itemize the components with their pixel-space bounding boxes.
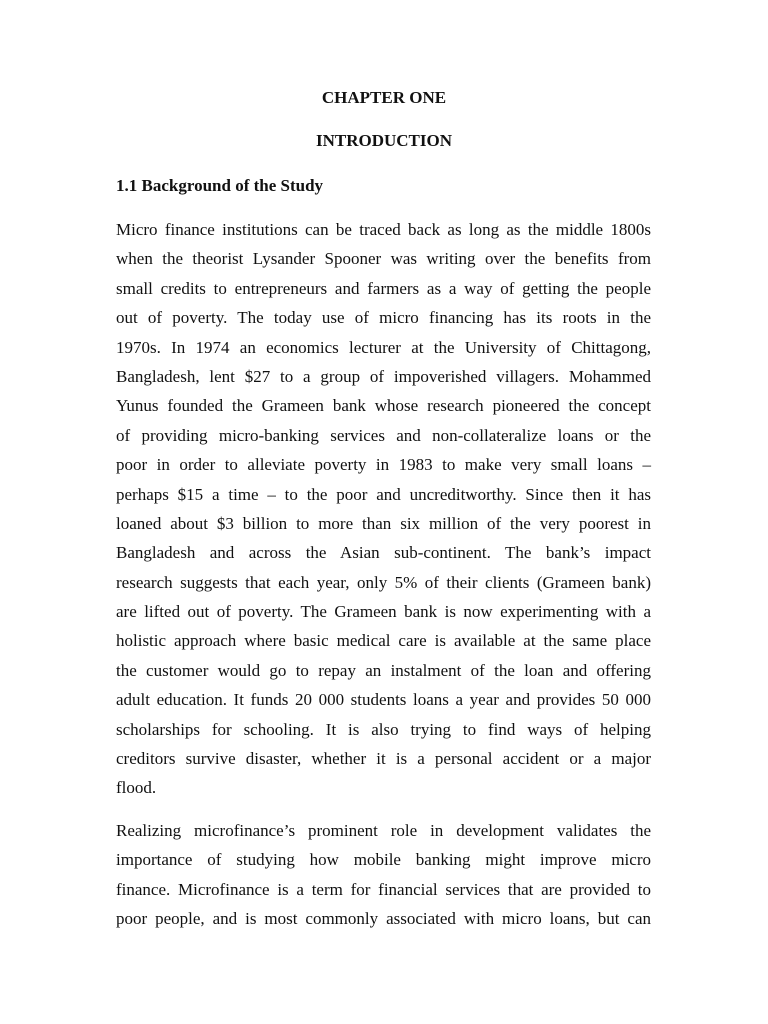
- paragraph-line: scholarships for schooling. It is also trying to find ways of helping: [116, 719, 651, 739]
- paragraph-line: flood.: [116, 778, 157, 798]
- section-title: INTRODUCTION: [315, 131, 453, 150]
- paragraph-line: small credits to entrepreneurs and farmers as a way of getting the people: [116, 278, 651, 298]
- paragraph-line: holistic approach where basic medical care is available at the same place: [116, 631, 651, 651]
- chapter-title: CHAPTER ONE: [321, 88, 447, 107]
- paragraph-line: research suggests that each year, only 5% of their clients (Grameen bank): [116, 572, 651, 592]
- paragraph-line: Micro finance institutions can be traced back as long as the middle 1800s: [116, 220, 651, 239]
- paragraph-line: finance. Microfinance is a term for financial services that are provided to: [116, 879, 651, 899]
- paragraph-line: 1970s. In 1974 an economics lecturer at the University of Chittagong,: [116, 337, 651, 357]
- paragraph-line: loaned about $3 billion to more than six million of the very poorest in: [116, 513, 651, 533]
- paragraph-line: creditors survive disaster, whether it is a personal accident or a major: [116, 749, 651, 769]
- paragraph-background: [116, 215, 651, 803]
- paragraph-line: are lifted out of poverty. The Grameen bank is now experimenting with a: [116, 602, 651, 622]
- paragraph-line: the customer would go to repay an instalment of the loan and offering: [116, 660, 651, 680]
- paragraph-line: Bangladesh and across the Asian sub-continent. The bank’s impact: [116, 543, 651, 563]
- paragraph-line: when the theorist Lysander Spooner was writing over the benefits from: [116, 249, 651, 269]
- paragraph-line: Realizing microfinance’s prominent role in development validates the: [116, 821, 651, 840]
- paragraph-line: poor people, and is most commonly associated with micro loans, but can: [116, 909, 651, 929]
- paragraph-line: of providing micro-banking services and non-collateralize loans or the: [116, 425, 651, 445]
- subsection-heading: 1.1 Background of the Study: [116, 176, 324, 195]
- paragraph-line: adult education. It funds 20 000 students loans a year and provides 50 000: [116, 690, 651, 710]
- paragraph-microfinance: [116, 816, 651, 934]
- paragraph-line: Bangladesh, lent $27 to a group of impoverished villagers. Mohammed: [116, 366, 651, 386]
- paragraph-line: Yunus founded the Grameen bank whose research pioneered the concept: [116, 396, 651, 416]
- paragraph-line: out of poverty. The today use of micro financing has its roots in the: [116, 308, 651, 328]
- paragraph-line: perhaps $15 a time – to the poor and uncreditworthy. Since then it has: [116, 484, 651, 504]
- paragraph-line: importance of studying how mobile banking might improve micro: [116, 850, 651, 870]
- paragraph-line: poor in order to alleviate poverty in 1983 to make very small loans –: [116, 455, 651, 475]
